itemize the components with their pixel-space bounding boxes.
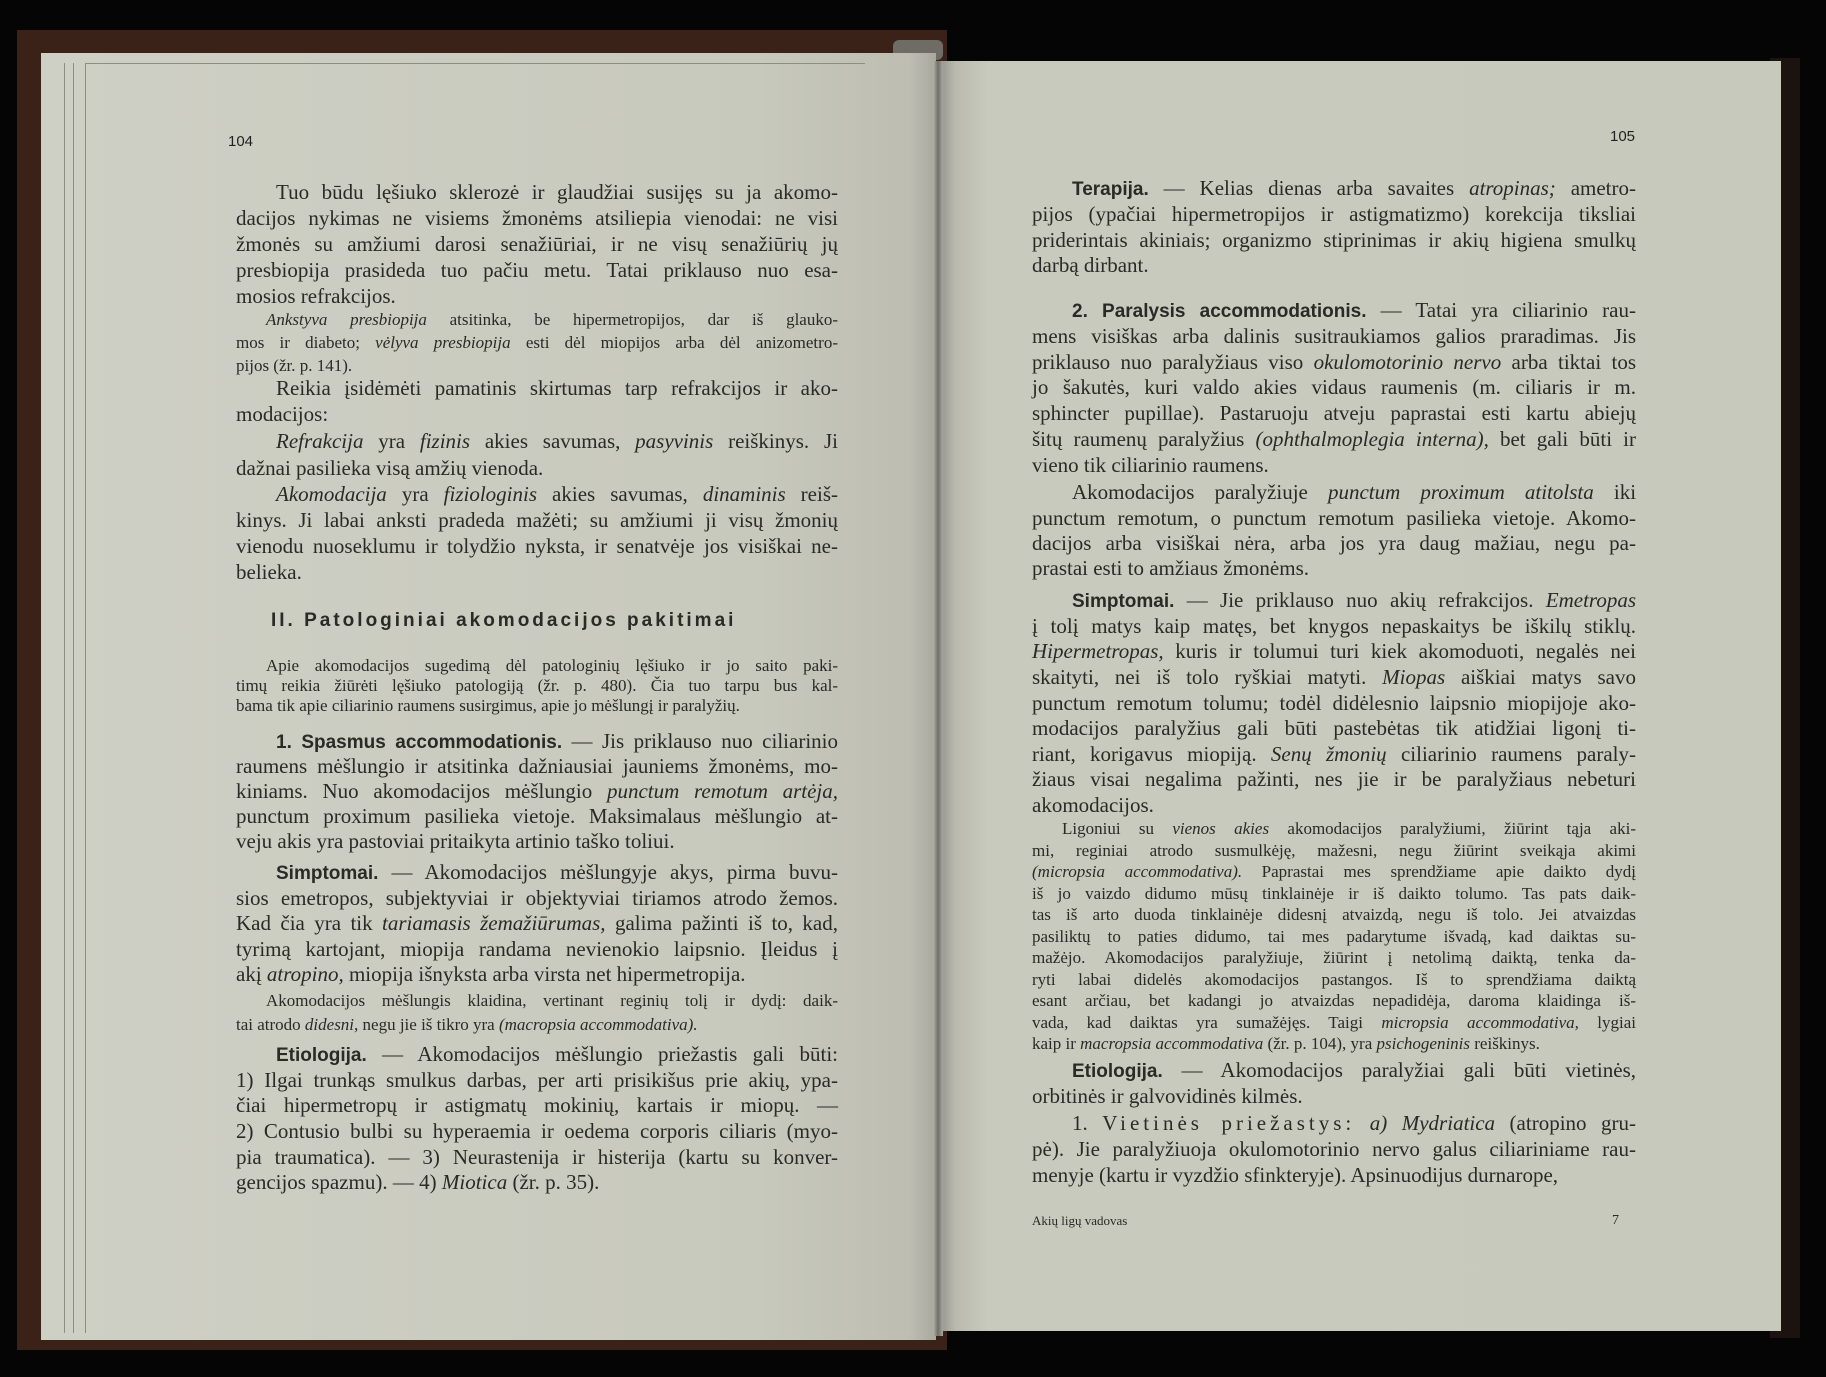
- italic-term: fiziologinis: [443, 482, 538, 506]
- text-run: reiškinys. Ji: [713, 428, 838, 453]
- paragraph: [1032, 176, 1636, 279]
- text-run: į tolį matys kaip matęs, bet knygos nepaskaitys be iškilų stiklų.: [1032, 613, 1636, 638]
- footer-book-title: Akių ligų vadovas: [1032, 1213, 1128, 1228]
- body-text-line: [1032, 427, 1636, 453]
- paragraph: [236, 656, 838, 716]
- text-run: akį: [236, 962, 267, 987]
- note-text-line: [236, 331, 838, 354]
- body-text-line: [236, 507, 838, 533]
- body-text-line: [236, 779, 838, 804]
- text-run: veju akis yra pastoviai pritaikyta artinio taško toliui.: [236, 828, 675, 853]
- body-text-line: [1032, 1163, 1636, 1189]
- text-run: tas iš arto duoda tinklainėje didesnį atvaizdą, negu iš tolo. Jei atvaizdas: [1032, 905, 1636, 925]
- run-in-heading: Terapija.: [1072, 179, 1149, 201]
- paragraph: [236, 179, 838, 309]
- text-run: punctum proximum pasilieka vietoje. Maksimalaus mėšlungio at-: [236, 803, 838, 828]
- text-run: pijos (žr. p. 141).: [236, 355, 353, 375]
- text-run: modacijos paralyžius gali būti pastebėtas tik atidžiai ligonį ti-: [1032, 716, 1636, 741]
- run-in-heading: Simptomai.: [276, 863, 379, 885]
- footer-signature-mark: 7: [1612, 1213, 1619, 1228]
- text-run: sphincter pupillae). Pastaruoju atveju paprastai esti kartu abiejų: [1032, 401, 1636, 426]
- text-run: tai atrodo: [236, 1015, 305, 1035]
- body-text-line: [1072, 298, 1636, 324]
- text-run: bama tik apie ciliarinio raumens susirgimus, apie jo mėšlungį ir paralyžių.: [236, 696, 740, 715]
- note-text-line: [236, 354, 838, 377]
- paragraph: [236, 428, 838, 482]
- note-text-line: [1032, 947, 1636, 969]
- note-text-line: [236, 696, 838, 716]
- italic-term: fizinis: [419, 428, 471, 453]
- body-text-line: [236, 533, 838, 559]
- text-run: timų reikia žiūrėti lęšiuko patologiją (žr. p. 480). Čia tuo tarpu bus kal-: [236, 676, 838, 695]
- text-run: Reikia įsidėmėti pamatinis skirtumas tarp refrakcijos ir ako-: [276, 375, 838, 400]
- paragraph: [236, 1042, 838, 1196]
- italic-term: didesni: [304, 1015, 355, 1035]
- note-text-line: [266, 308, 838, 331]
- text-run: prastai esti to amžiaus žmonėms.: [1032, 556, 1310, 581]
- text-run: mi, reginiai atrodo susmulkėję, mažesni, negu žiūrint sveikąja akimi: [1032, 840, 1636, 860]
- body-text-line: [1032, 228, 1636, 254]
- body-text-line: [236, 1068, 838, 1094]
- body-text-line: [1032, 691, 1636, 717]
- body-text-line: [1032, 767, 1636, 793]
- body-text-line: [236, 1170, 838, 1196]
- text-run: lygiai: [1578, 1012, 1636, 1032]
- paragraph: [236, 481, 838, 585]
- text-run: čiai hipermetropų ir astigmatų mokinių, kartais ir miopų. —: [236, 1093, 838, 1118]
- text-run: miopija išnyksta arba virsta net hipermetropija.: [343, 962, 746, 987]
- note-text-line: [266, 989, 838, 1014]
- note-text-line: [1032, 840, 1636, 862]
- text-run: Kad čia yra tik: [236, 911, 383, 936]
- text-run: yra: [386, 482, 444, 506]
- body-text-line: [1032, 1083, 1636, 1109]
- text-run: esti dėl miopijos arba dėl anizometro-: [510, 332, 838, 352]
- text-run: gencijos spazmu). — 4): [236, 1170, 442, 1195]
- text-run: Apie akomodacijos sugedimą dėl patologinių lęšiuko ir jo saito paki-: [266, 656, 838, 675]
- text-run: galima pažinti iš to, kad,: [605, 911, 838, 936]
- text-run: akomodacijos paralyžiumi, žiūrint tąja aki-: [1269, 819, 1636, 839]
- text-run: Ligoniui su: [1062, 819, 1173, 839]
- text-run: 2) Contusio bulbi su hyperaemia ir oedema corporis ciliaris (myo-: [236, 1118, 838, 1143]
- note-text-line: [1032, 926, 1636, 948]
- paragraph: [1032, 818, 1636, 1055]
- text-run: darbą dirbant.: [1032, 253, 1149, 278]
- italic-term: punctum remotum artėja,: [606, 778, 838, 803]
- text-run: yra: [363, 428, 420, 453]
- body-text-line: [1072, 176, 1636, 202]
- note-text-line: [1032, 904, 1636, 926]
- body-text-line: [236, 962, 838, 988]
- text-run: akomodacijos.: [1032, 792, 1154, 817]
- body-text-line: [1032, 506, 1636, 531]
- body-text-line: [236, 257, 838, 283]
- text-run: presbiopija prasideda tuo pačiu metu. Tatai priklauso nuo esa-: [236, 258, 838, 282]
- italic-term: Refrakcija: [276, 428, 364, 453]
- text-run: ryti labai didelės akomodacijos pastangos. Iš to sprendžiama daiktą: [1032, 969, 1636, 989]
- text-run: — Jis priklauso nuo ciliarinio: [562, 728, 838, 753]
- text-run: priderintais akiniais; organizmo stiprinimas ir akių higiena smulkų: [1032, 227, 1636, 252]
- note-text-line: [236, 1013, 838, 1038]
- italic-term: Miotica: [441, 1170, 508, 1195]
- body-text-line: [1032, 531, 1636, 556]
- text-run: kiniams. Nuo akomodacijos mėšlungio: [236, 778, 607, 803]
- text-run: pasiliktų to paties didumo, tai mes padarytume išvadą, kad daiktas su-: [1032, 926, 1636, 946]
- body-text-line: [236, 231, 838, 257]
- body-text-line: [1032, 453, 1636, 479]
- italic-term: Miopas: [1382, 664, 1446, 689]
- text-run: — Kelias dienas arba savaites: [1148, 176, 1470, 201]
- paragraph: [1032, 298, 1636, 479]
- run-in-heading: Etiologija.: [276, 1045, 367, 1067]
- text-run: reiš-: [785, 482, 838, 506]
- text-run: vieno tik ciliarinio raumens.: [1032, 452, 1269, 477]
- note-text-line: [1062, 818, 1636, 840]
- note-text-line: [1032, 861, 1636, 883]
- section-heading: [271, 608, 838, 634]
- body-text-line: [236, 1145, 838, 1171]
- text-run: dažnai pasilieka visą amžių vienoda.: [236, 455, 544, 480]
- body-text-line: [276, 1042, 838, 1068]
- italic-term: pasyvinis: [635, 428, 714, 453]
- body-text-line: [1032, 324, 1636, 350]
- text-run: , negu jie iš tikro yra: [354, 1015, 499, 1035]
- page-stack-edge: [64, 63, 65, 1333]
- text-run: riant, korigavus miopiją.: [1032, 741, 1271, 766]
- text-run: tyrimą kartojant, miopija randama nevienokio laipsnio. Įleidus į: [236, 936, 838, 961]
- text-run: iki: [1593, 480, 1637, 505]
- paragraph: [236, 729, 838, 854]
- text-run: sios emetropos, subjektyviai ir objektyviai tiriamos atrodo žemos.: [236, 885, 838, 910]
- text-run: skaityti, nei iš tolo ryškiai matyti.: [1032, 664, 1383, 689]
- left-page-number: 104: [228, 133, 254, 150]
- text-run: — Akomodacijos mėšlungyje akys, pirma buvu-: [378, 860, 838, 885]
- paragraph: [1032, 1111, 1636, 1188]
- text-run: mosios refrakcijos.: [236, 284, 396, 308]
- text-run: orbitinės ir galvovidinės kilmės.: [1032, 1084, 1303, 1108]
- text-run: aiškiai matys savo: [1445, 664, 1636, 689]
- run-in-heading: 2. Paralysis accommodationis.: [1072, 301, 1367, 323]
- italic-term: (ophthalmoplegia interna),: [1255, 427, 1489, 452]
- text-run: arba tiktai tos: [1501, 349, 1636, 374]
- italic-term: a) Mydriatica: [1369, 1111, 1496, 1136]
- text-run: — Tatai yra ciliarinio rau-: [1366, 298, 1636, 323]
- run-in-heading: 1. Spasmus accommodationis.: [276, 731, 563, 753]
- right-page-number: 105: [1610, 128, 1636, 145]
- text-run: Akomodacijos paralyžiuje: [1072, 480, 1328, 505]
- italic-term: Emetropas: [1545, 588, 1636, 613]
- text-run: kinys. Ji labai anksti pradeda mažėti; su amžiumi ji visų žmonių: [236, 508, 838, 532]
- body-text-line: [1072, 1111, 1636, 1137]
- text-run: esant arčiau, bet kadangi jo atvaizdas nepadidėja, daroma klaidinga iš-: [1032, 991, 1636, 1011]
- text-run: 1) Ilgai trunkąs smulkus darbas, per arti prisikišus prie akių, ypa-: [236, 1067, 838, 1092]
- paragraph: [236, 375, 838, 428]
- text-run: bet gali būti ir: [1488, 427, 1636, 452]
- body-text-line: [236, 559, 838, 585]
- body-text-line: [236, 401, 838, 428]
- text-run: dacijos nykimas ne visiems žmonėms atsiliepia vienodai: ne visi: [236, 206, 838, 230]
- text-run: priklauso nuo paralyžiaus viso: [1032, 349, 1314, 374]
- italic-term: Senų žmonių: [1270, 741, 1387, 766]
- page-stack-edge: [85, 63, 865, 64]
- body-text-line: [236, 455, 838, 482]
- italic-term: atropinas;: [1469, 176, 1556, 201]
- text-run: — Jie priklauso nuo akių refrakcijos.: [1174, 588, 1546, 613]
- text-run: akies savumas,: [537, 482, 703, 506]
- text-run: vienodu nuoseklumu ir tolydžio nyksta, ir senatvėje jos visiškai ne-: [236, 534, 838, 558]
- italic-term: vienos akies: [1172, 819, 1270, 839]
- text-run: vada, kad daiktas yra sumažėjęs. Taigi: [1032, 1012, 1382, 1032]
- text-run: iš jo vaizdo didumo mūsų tinklainėje ir iš daikto tolumo. Tas pats daik-: [1032, 883, 1636, 903]
- body-text-line: [276, 428, 838, 455]
- text-run: kuris ir tolumui turi kiek akomoduoti, negalės nei: [1163, 639, 1636, 664]
- paragraph: [1032, 1057, 1636, 1109]
- text-run: šitų raumenų paralyžius: [1032, 427, 1256, 452]
- body-text-line: [1032, 375, 1636, 401]
- page-stack-edge: [85, 63, 86, 1333]
- body-text-line: [236, 1119, 838, 1145]
- text-run: mažėjo. Akomodacijos paralyžiuje, žiūrint į netolimą daiktą, tenka da-: [1032, 948, 1636, 968]
- body-text-line: [236, 886, 838, 912]
- body-text-line: [236, 804, 838, 829]
- text-run: jo šakutės, kuri valdo akies vidaus raumenis (m. ciliaris ir m.: [1032, 375, 1636, 400]
- paragraph: [1032, 480, 1636, 582]
- note-text-line: [1032, 990, 1636, 1012]
- text-run: (žr. p. 35).: [507, 1170, 600, 1195]
- body-text-line: [1072, 480, 1636, 505]
- body-text-line: [1032, 793, 1636, 819]
- text-run: pijos (ypačiai hipermetropijos ir astigmatizmo) korekcija tiksliai: [1032, 201, 1636, 226]
- book-gutter: [933, 61, 943, 1336]
- text-run: 1.: [1072, 1111, 1103, 1136]
- italic-term: psichogeninis: [1376, 1034, 1471, 1054]
- text-run: II. Patologiniai akomodacijos pakitimai: [271, 610, 737, 631]
- run-in-heading: Simptomai.: [1072, 591, 1175, 613]
- body-text-line: [236, 911, 838, 937]
- body-text-line: [1072, 588, 1636, 614]
- text-run: modacijos:: [236, 402, 329, 427]
- run-in-heading: Etiologija.: [1072, 1061, 1163, 1082]
- text-run: mens visiškas arba dalinis susitraukiamos galios praradimas. Jis: [1032, 323, 1636, 348]
- body-text-line: [1032, 716, 1636, 742]
- text-run: akies savumas,: [470, 428, 636, 453]
- text-run: raumens mėšlungio ir atsitinka dažniausiai jauniems žmonėms, mo-: [236, 753, 838, 778]
- paragraph: [236, 989, 838, 1038]
- note-text-line: [1032, 969, 1636, 991]
- text-run: žmonės su amžiumi darosi senažiūriai, ir ne visų senažiūrių jų: [236, 232, 838, 256]
- paragraph: [236, 860, 838, 988]
- italic-term: punctum proximum atitolsta: [1327, 480, 1594, 505]
- body-text-line: [236, 754, 838, 779]
- text-run: (atropino gru-: [1495, 1111, 1637, 1136]
- page-stack-edge: [73, 63, 74, 1333]
- note-text-line: [1032, 883, 1636, 905]
- body-text-line: [276, 179, 838, 205]
- italic-term: Ankstyva presbiopija: [266, 309, 427, 329]
- body-text-line: [236, 283, 838, 309]
- body-text-line: [1032, 202, 1636, 228]
- body-text-line: [1032, 401, 1636, 427]
- body-text-line: [276, 375, 838, 402]
- body-text-line: [276, 481, 838, 507]
- body-text-line: [276, 860, 838, 886]
- body-text-line: [1032, 665, 1636, 691]
- body-text-line: [1032, 614, 1636, 640]
- body-text-line: [236, 937, 838, 963]
- body-text-line: [1032, 639, 1636, 665]
- italic-term: Hipermetropas,: [1032, 639, 1164, 664]
- text-run: (žr. p. 104), yra: [1263, 1034, 1377, 1054]
- text-run: Tuo būdu lęšiuko sklerozė ir glaudžiai susijęs su ja akomo-: [276, 180, 838, 204]
- text-run: Vietinės priežastys:: [1102, 1111, 1356, 1136]
- note-text-line: [266, 656, 838, 676]
- italic-term: tariamasis žemažiūrumas,: [382, 911, 606, 936]
- text-run: punctum remotum, o punctum remotum pasilieka vietoje. Akomo-: [1032, 505, 1636, 530]
- text-run: reiškinys.: [1470, 1034, 1540, 1054]
- body-text-line: [236, 205, 838, 231]
- body-text-line: [1032, 742, 1636, 768]
- note-text-line: [236, 676, 838, 696]
- body-text-line: [276, 729, 838, 754]
- text-run: belieka.: [236, 560, 302, 584]
- body-text-line: [1072, 1057, 1636, 1083]
- italic-term: atropino,: [266, 962, 344, 987]
- section-heading-block: [236, 608, 838, 634]
- text-run: — Akomodacijos paralyžiai gali būti vietinės,: [1162, 1058, 1636, 1082]
- text-run: — Akomodacijos mėšlungio priežastis gali būti:: [366, 1042, 838, 1067]
- italic-term: (micropsia accommodativa).: [1032, 862, 1243, 882]
- italic-term: Akomodacija: [276, 482, 387, 506]
- text-run: kaip ir: [1032, 1034, 1081, 1054]
- italic-term: micropsia accommodativa,: [1381, 1012, 1579, 1032]
- paragraph: [1032, 588, 1636, 818]
- paragraph: [236, 308, 838, 377]
- text-run: [1355, 1111, 1370, 1135]
- text-run: ametro-: [1555, 176, 1636, 201]
- text-run: Paprastai mes sprendžiame apie daikto dydį: [1242, 862, 1636, 882]
- italic-term: (macropsia accommodativa).: [498, 1015, 698, 1035]
- text-run: atsitinka, be hipermetropijos, dar iš glauko-: [426, 309, 838, 329]
- italic-term: okulomotorinio nervo: [1313, 349, 1502, 374]
- text-run: pia traumatica). — 3) Neurastenija ir histerija (kartu su konver-: [236, 1144, 838, 1169]
- body-text-line: [1032, 1137, 1636, 1163]
- text-run: Akomodacijos mėšlungis klaidina, vertinant reginių tolį ir dydį: daik-: [266, 990, 838, 1010]
- note-text-line: [1032, 1012, 1636, 1034]
- body-text-line: [1032, 556, 1636, 581]
- text-run: žiaus visai negalima pažinti, nes jie ir be paralyžiaus nebeturi: [1032, 767, 1636, 792]
- italic-term: vėlyva presbiopija: [375, 332, 511, 352]
- body-text-line: [236, 1093, 838, 1119]
- text-run: menyje (kartu ir vyzdžio sfinkteryje). Apsinuodijus durnarope,: [1032, 1162, 1559, 1187]
- body-text-line: [1032, 350, 1636, 376]
- body-text-line: [1032, 253, 1636, 279]
- text-run: punctum remotum tolumu; todėl didėlesnio laipsnio miopijoje ako-: [1032, 690, 1636, 715]
- text-run: ciliarinio raumens paraly-: [1386, 741, 1636, 766]
- text-run: dacijos arba visiškai nėra, arba jos yra daug mažiau, negu pa-: [1032, 531, 1636, 556]
- body-text-line: [236, 829, 838, 854]
- text-run: mos ir diabeto;: [236, 332, 376, 352]
- note-text-line: [1032, 1033, 1636, 1055]
- italic-term: dinaminis: [702, 482, 786, 506]
- text-run: pė). Jie paralyžiuoja okulomotorinio nervo galus ciliariniame rau-: [1032, 1136, 1636, 1161]
- italic-term: macropsia accommodativa: [1080, 1034, 1264, 1054]
